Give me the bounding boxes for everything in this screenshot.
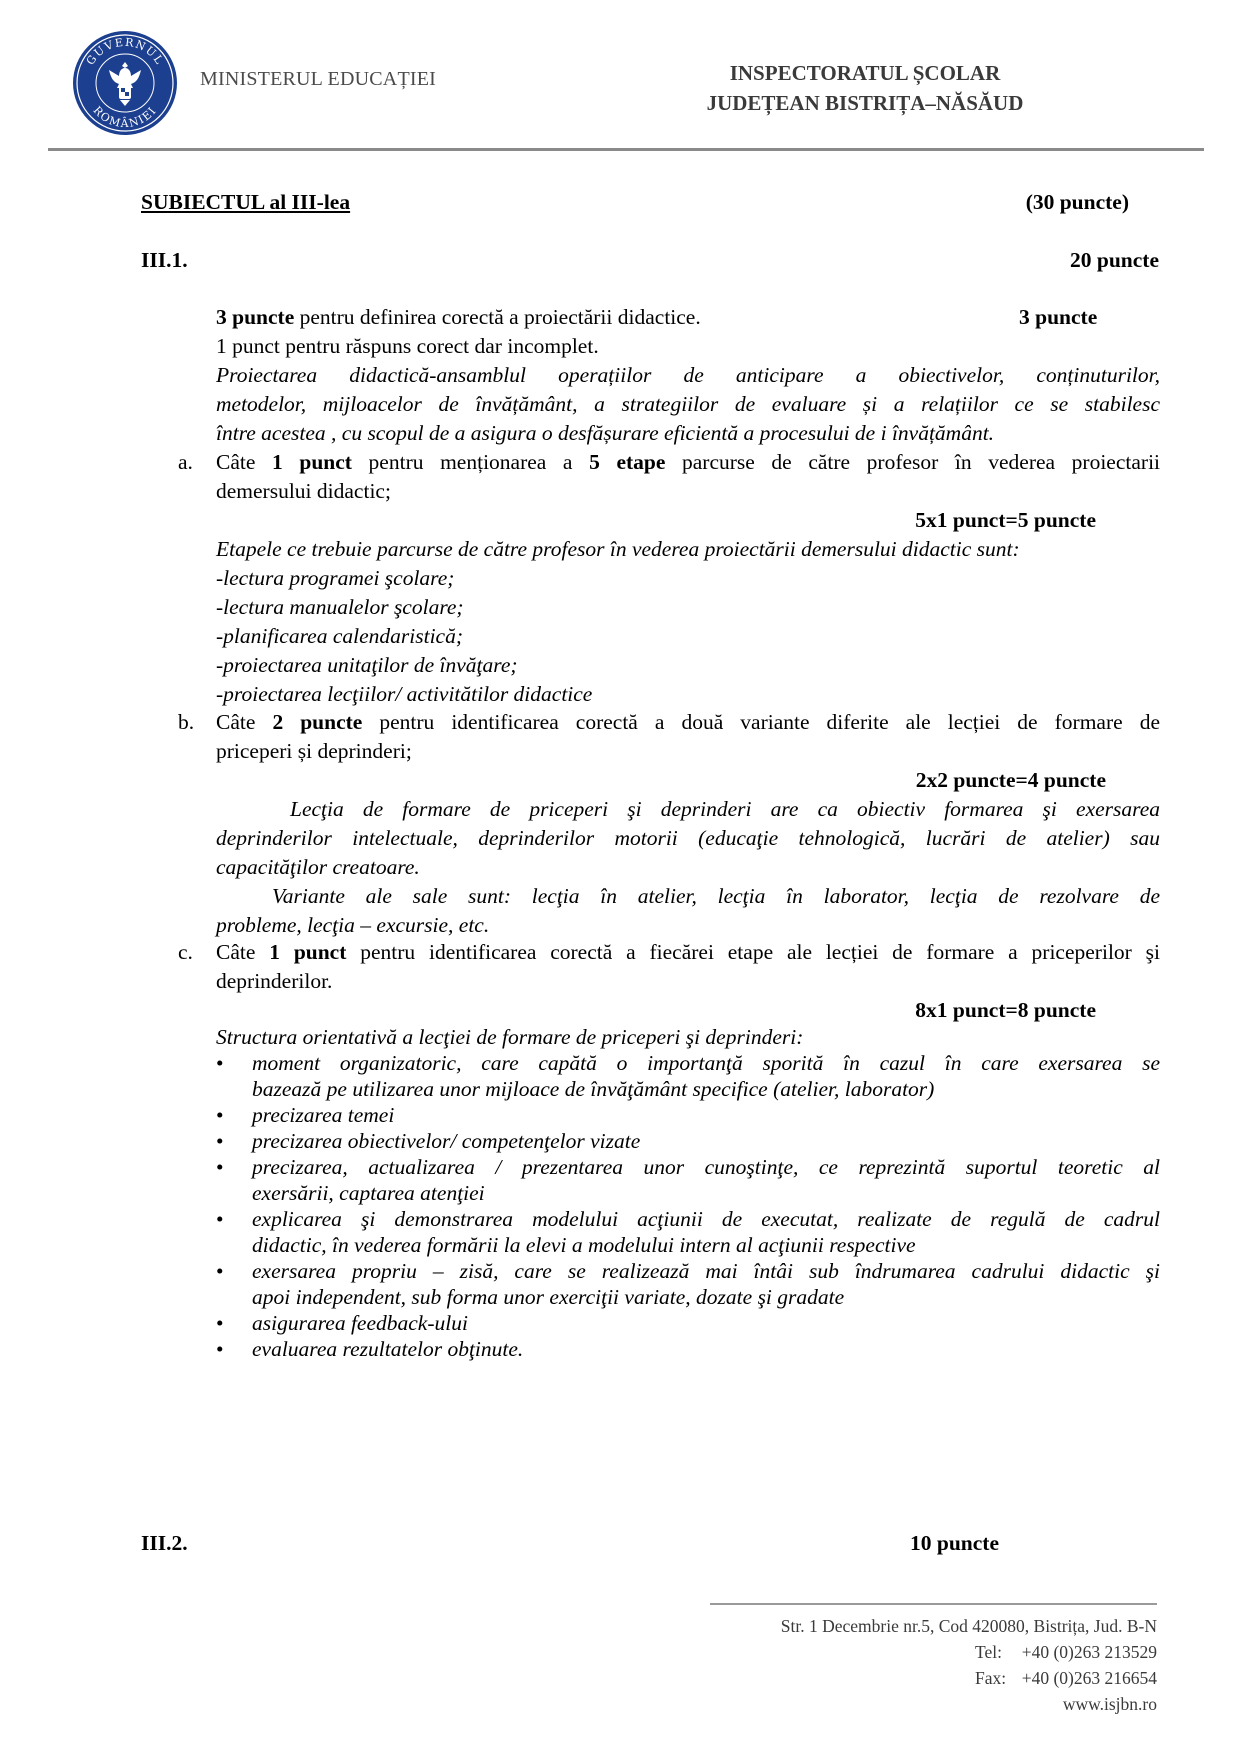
structure-item: explicarea şi demonstrarea modelului acţiunii de executat, realizate de regulă de cadrul [252, 1207, 1160, 1231]
item-c-criterion-line2: deprinderilor. [216, 969, 333, 993]
footer-fax: +40 (0)263 216654 [1021, 1668, 1157, 1688]
item-a-score: 5x1 punct=5 puncte [915, 508, 1096, 532]
svg-text:ROMÂNIEI: ROMÂNIEI [90, 103, 160, 131]
bullet: • [216, 1311, 224, 1335]
section-points-iii-2: 10 puncte [910, 1531, 999, 1555]
item-a-criterion-line2: demersului didactic; [216, 479, 391, 503]
stage-item: -planificarea calendaristică; [216, 624, 463, 648]
item-marker-c: c. [178, 940, 193, 964]
item-c-intro: Structura orientativă a lecţiei de formare de priceperi şi deprinderi: [216, 1025, 804, 1049]
text: Câte [216, 450, 273, 474]
stage-item: -proiectarea unitaţilor de învăţare; [216, 653, 518, 677]
stage-item: -lectura manualelor şcolare; [216, 595, 464, 619]
ministry-name: MINISTERUL EDUCAȚIEI [200, 68, 437, 90]
item-marker-a: a. [178, 450, 193, 474]
item-marker-b: b. [178, 710, 195, 734]
definition-line: metodelor, mijloacelor de învățământ, a strategiilor de evaluare și a relațiilor ce se stabilesc [216, 392, 1160, 416]
intro-criterion [216, 303, 701, 331]
structure-item-cont: apoi independent, sub forma unor exerciţii variate, dozate şi gradate [252, 1285, 845, 1309]
structure-item-cont: didactic, în vederea formării la elevi a modelului intern al acţiunii respective [252, 1233, 916, 1257]
bold-text: 5 etape [589, 450, 666, 474]
structure-item: exersarea propriu – zisă, care se realizează mai întâi sub îndrumarea cadrului didactic şi [252, 1259, 1160, 1283]
structure-item: moment organizatoric, care capătă o importanţă sporită în cazul în care exersarea se [252, 1051, 1160, 1075]
definition-line: între acestea , cu scopul de a asigura o desfășurare eficientă a procesului de i învățământ. [216, 421, 995, 445]
item-a-criterion [216, 448, 1160, 476]
text: pentru identificarea corectă a fiecărei etape ale lecției de formare a priceperilor şi [346, 940, 1160, 964]
stage-item: -lectura programei şcolare; [216, 566, 455, 590]
text: pentru identificarea corectă a două variante diferite ale lecției de formare de [362, 710, 1160, 734]
svg-text:GUVERNUL: GUVERNUL [83, 35, 167, 68]
footer-tel-label: Tel: [975, 1642, 1002, 1662]
intro-partial: 1 punct pentru răspuns corect dar incomplet. [216, 334, 599, 358]
text: parcurse de către profesor în vederea proiectarii [665, 450, 1161, 474]
subject-heading [141, 190, 1129, 215]
item-a-intro: Etapele ce trebuie parcurse de către profesor în vederea proiectării demersului didactic sunt: [216, 537, 1020, 561]
item-b-criterion [216, 708, 1160, 736]
bullet: • [216, 1259, 224, 1283]
definition-line: Proiectarea didactică-ansamblul operațiilor de anticipare a obiectivelor, conținuturilor, [216, 363, 1160, 387]
bullet: • [216, 1337, 224, 1361]
stage-item: -proiectarea lecţiilor/ activitătilor didactice [216, 682, 593, 706]
text: Câte [216, 710, 273, 734]
bold-text: 1 punct [272, 450, 352, 474]
item-c-criterion [216, 938, 1160, 966]
item-c-score: 8x1 punct=8 puncte [915, 998, 1096, 1022]
bullet: • [216, 1051, 224, 1075]
footer-address: Str. 1 Decembrie nr.5, Cod 420080, Bistrița, Jud. B-N [780, 1616, 1157, 1636]
item-b-paragraph-line: capacităţilor creatoare. [216, 855, 420, 879]
bullet: • [216, 1155, 224, 1179]
item-b-paragraph-line: deprinderilor intelectuale, deprinderilor motorii (educaţie tehnologică, lucrări de atelier) sau [216, 826, 1160, 850]
structure-item: evaluarea rezultatelor obţinute. [252, 1337, 524, 1361]
section-label-iii-1: III.1. [141, 248, 188, 272]
bold-text: 2 puncte [272, 710, 363, 734]
item-b-paragraph-line: Lecţia de formare de priceperi şi deprinderi are ca obiectiv formarea şi exersarea [290, 797, 1160, 821]
text: Câte [216, 940, 270, 964]
section-points-iii-1: 20 puncte [1070, 248, 1159, 272]
intro-text: pentru definirea corectă a proiectării didactice. [294, 305, 701, 329]
intro-points: 3 puncte [1019, 305, 1098, 329]
bullet: • [216, 1207, 224, 1231]
structure-item-cont: bazează pe utilizarea unor mijloace de învăţământ specifice (atelier, laborator) [252, 1077, 935, 1101]
government-seal-logo [72, 30, 178, 136]
item-b-score: 2x2 puncte=4 puncte [915, 768, 1106, 792]
item-b-criterion-line2: priceperi și deprinderi; [216, 739, 412, 763]
structure-item: asigurarea feedback-ului [252, 1311, 468, 1335]
footer-tel: +40 (0)263 213529 [1021, 1642, 1157, 1662]
header-divider [48, 148, 1204, 151]
footer-website-link[interactable]: www.isjbn.ro [1062, 1694, 1157, 1714]
subject-points: (30 puncte) [1025, 190, 1129, 214]
section-label-iii-2: III.2. [141, 1531, 188, 1555]
structure-item-cont: exersării, captarea atenţiei [252, 1181, 485, 1205]
structure-item: precizarea obiectivelor/ competenţelor vizate [252, 1129, 641, 1153]
footer-fax-label: Fax: [975, 1668, 1007, 1688]
subject-title: SUBIECTUL al III-lea [141, 190, 351, 214]
text: pentru menționarea a [351, 450, 590, 474]
footer-divider [710, 1603, 1157, 1605]
inspectorate-name-line2: JUDEȚEAN BISTRIȚA–NĂSĂUD [706, 91, 1024, 115]
bullet: • [216, 1129, 224, 1153]
item-b-variants-line: probleme, lecţia – excursie, etc. [216, 913, 490, 937]
structure-item: precizarea, actualizarea / prezentarea unor cunoştinţe, ce reprezintă suportul teoretic al [252, 1155, 1160, 1179]
bullet: • [216, 1103, 224, 1127]
item-b-variants-line: Variante ale sale sunt: lecţia în atelier, lecţia în laborator, lecţia de rezolvare de [272, 884, 1160, 908]
inspectorate-name-line1: INSPECTORATUL ȘCOLAR [729, 61, 1001, 85]
structure-item: precizarea temei [252, 1103, 395, 1127]
bold-text: 1 punct [269, 940, 347, 964]
intro-bold: 3 puncte [216, 305, 295, 329]
